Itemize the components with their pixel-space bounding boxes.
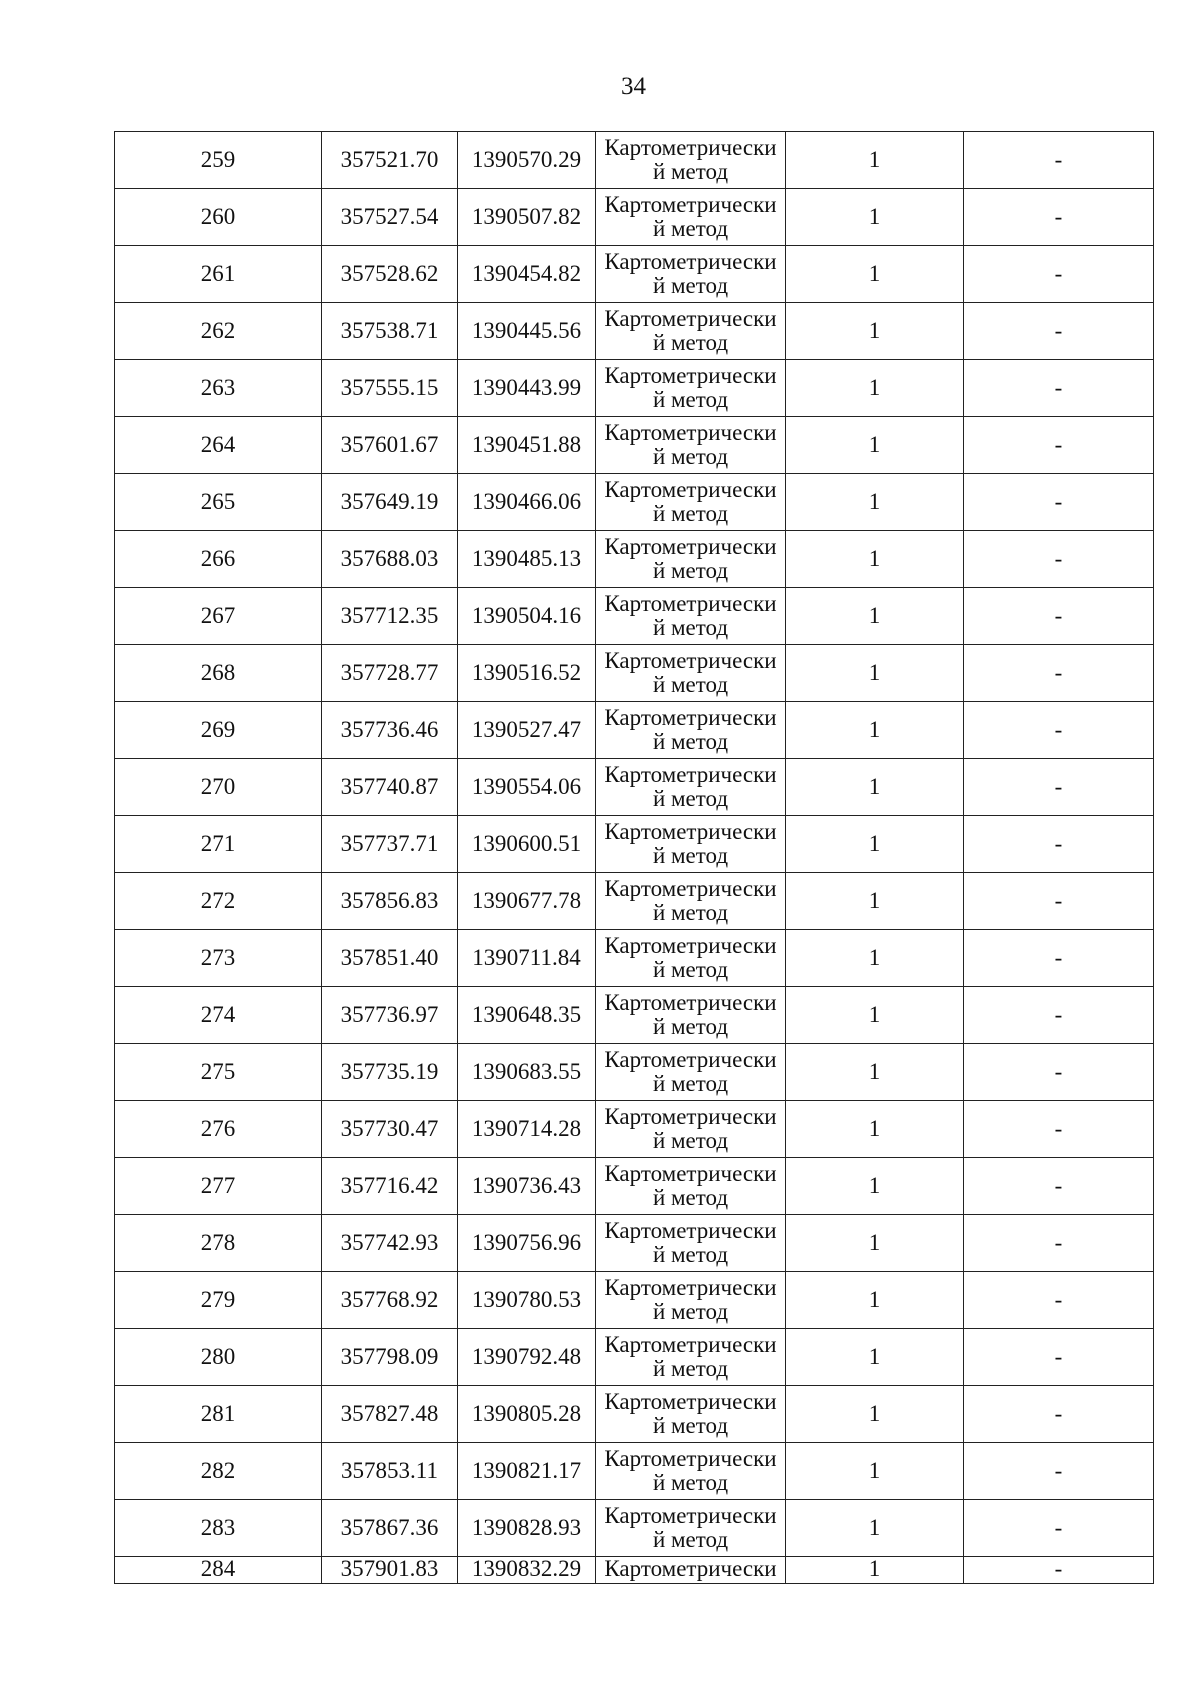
method-text-line: Картометрически bbox=[604, 591, 777, 616]
method-text-line: Картометрически bbox=[604, 1218, 777, 1243]
accuracy-cell: 1 bbox=[786, 246, 964, 303]
note-cell: - bbox=[964, 1101, 1154, 1158]
method-text-line: й метод bbox=[652, 1356, 729, 1381]
x-coordinate-cell: 357851.40 bbox=[322, 930, 458, 987]
method-text-line: Картометрически bbox=[604, 363, 777, 388]
point-number-cell: 277 bbox=[115, 1158, 322, 1215]
table-row bbox=[115, 1329, 1154, 1386]
method-cell bbox=[596, 246, 786, 303]
table-row bbox=[115, 360, 1154, 417]
method-text-line: Картометрически bbox=[604, 477, 777, 502]
x-coordinate-cell: 357768.92 bbox=[322, 1272, 458, 1329]
y-coordinate-cell: 1390454.82 bbox=[458, 246, 596, 303]
method-text-line: Картометрически bbox=[604, 192, 777, 217]
y-coordinate-cell: 1390600.51 bbox=[458, 816, 596, 873]
method-text-line: й метод bbox=[652, 1128, 729, 1153]
note-cell: - bbox=[964, 702, 1154, 759]
x-coordinate-cell: 357712.35 bbox=[322, 588, 458, 645]
y-coordinate-cell: 1390485.13 bbox=[458, 531, 596, 588]
y-coordinate-cell: 1390445.56 bbox=[458, 303, 596, 360]
y-coordinate-cell: 1390805.28 bbox=[458, 1386, 596, 1443]
accuracy-cell: 1 bbox=[786, 360, 964, 417]
table-row bbox=[115, 645, 1154, 702]
method-cell bbox=[596, 303, 786, 360]
x-coordinate-cell: 357737.71 bbox=[322, 816, 458, 873]
method-text-line: Картометрически bbox=[604, 876, 777, 901]
x-coordinate-cell: 357527.54 bbox=[322, 189, 458, 246]
accuracy-cell: 1 bbox=[786, 189, 964, 246]
note-cell: - bbox=[964, 1158, 1154, 1215]
method-text-line: Картометрически bbox=[604, 1556, 777, 1581]
note-cell: - bbox=[964, 531, 1154, 588]
point-number-cell: 273 bbox=[115, 930, 322, 987]
method-cell bbox=[596, 474, 786, 531]
note-cell: - bbox=[964, 1272, 1154, 1329]
table-row bbox=[115, 930, 1154, 987]
point-number-cell: 259 bbox=[115, 132, 322, 189]
accuracy-cell: 1 bbox=[786, 1443, 964, 1500]
method-cell bbox=[596, 132, 786, 189]
accuracy-cell: 1 bbox=[786, 1386, 964, 1443]
table-row bbox=[115, 1386, 1154, 1443]
y-coordinate-cell: 1390466.06 bbox=[458, 474, 596, 531]
method-text-line: й метод bbox=[652, 330, 729, 355]
accuracy-cell: 1 bbox=[786, 588, 964, 645]
y-coordinate-cell: 1390792.48 bbox=[458, 1329, 596, 1386]
x-coordinate-cell: 357521.70 bbox=[322, 132, 458, 189]
note-cell: - bbox=[964, 1329, 1154, 1386]
point-number-cell: 262 bbox=[115, 303, 322, 360]
x-coordinate-cell: 357528.62 bbox=[322, 246, 458, 303]
method-text-line: й метод bbox=[652, 729, 729, 754]
method-cell bbox=[596, 1557, 786, 1584]
point-number-cell: 261 bbox=[115, 246, 322, 303]
method-text-line: Картометрически bbox=[604, 1161, 777, 1186]
method-cell bbox=[596, 1101, 786, 1158]
y-coordinate-cell: 1390677.78 bbox=[458, 873, 596, 930]
method-text-line: й метод bbox=[652, 786, 729, 811]
accuracy-cell: 1 bbox=[786, 1500, 964, 1557]
x-coordinate-cell: 357798.09 bbox=[322, 1329, 458, 1386]
method-text-line: й метод bbox=[652, 159, 729, 184]
method-cell bbox=[596, 645, 786, 702]
y-coordinate-cell: 1390736.43 bbox=[458, 1158, 596, 1215]
point-number-cell: 260 bbox=[115, 189, 322, 246]
method-cell bbox=[596, 816, 786, 873]
table-row bbox=[115, 246, 1154, 303]
method-text-line: Картометрически bbox=[604, 1332, 777, 1357]
method-text-line: й метод bbox=[652, 1413, 729, 1438]
y-coordinate-cell: 1390832.29 bbox=[458, 1557, 596, 1584]
method-cell bbox=[596, 360, 786, 417]
method-cell bbox=[596, 930, 786, 987]
method-text-line: Картометрически bbox=[604, 306, 777, 331]
method-text-line: Картометрически bbox=[604, 819, 777, 844]
note-cell: - bbox=[964, 474, 1154, 531]
accuracy-cell: 1 bbox=[786, 1557, 964, 1584]
method-text-line: й метод bbox=[652, 900, 729, 925]
method-text-line: Картометрически bbox=[604, 135, 777, 160]
accuracy-cell: 1 bbox=[786, 531, 964, 588]
method-text-line: й метод bbox=[652, 615, 729, 640]
table-row bbox=[115, 1044, 1154, 1101]
accuracy-cell: 1 bbox=[786, 417, 964, 474]
table-row bbox=[115, 1272, 1154, 1329]
table-row bbox=[115, 303, 1154, 360]
x-coordinate-cell: 357867.36 bbox=[322, 1500, 458, 1557]
y-coordinate-cell: 1390570.29 bbox=[458, 132, 596, 189]
point-number-cell: 280 bbox=[115, 1329, 322, 1386]
accuracy-cell: 1 bbox=[786, 816, 964, 873]
accuracy-cell: 1 bbox=[786, 303, 964, 360]
x-coordinate-cell: 357601.67 bbox=[322, 417, 458, 474]
note-cell: - bbox=[964, 246, 1154, 303]
note-cell: - bbox=[964, 132, 1154, 189]
accuracy-cell: 1 bbox=[786, 1101, 964, 1158]
method-text-line: й метод bbox=[652, 672, 729, 697]
y-coordinate-cell: 1390711.84 bbox=[458, 930, 596, 987]
method-cell bbox=[596, 1044, 786, 1101]
y-coordinate-cell: 1390821.17 bbox=[458, 1443, 596, 1500]
table-row bbox=[115, 873, 1154, 930]
method-cell bbox=[596, 189, 786, 246]
x-coordinate-cell: 357649.19 bbox=[322, 474, 458, 531]
x-coordinate-cell: 357856.83 bbox=[322, 873, 458, 930]
x-coordinate-cell: 357740.87 bbox=[322, 759, 458, 816]
x-coordinate-cell: 357736.97 bbox=[322, 987, 458, 1044]
accuracy-cell: 1 bbox=[786, 645, 964, 702]
method-text-line: Картометрически bbox=[604, 1503, 777, 1528]
method-cell bbox=[596, 1500, 786, 1557]
x-coordinate-cell: 357735.19 bbox=[322, 1044, 458, 1101]
y-coordinate-cell: 1390451.88 bbox=[458, 417, 596, 474]
y-coordinate-cell: 1390516.52 bbox=[458, 645, 596, 702]
accuracy-cell: 1 bbox=[786, 1329, 964, 1386]
method-text-line: й метод bbox=[652, 843, 729, 868]
method-cell bbox=[596, 1386, 786, 1443]
table-row bbox=[115, 702, 1154, 759]
method-text-line: Картометрически bbox=[604, 420, 777, 445]
accuracy-cell: 1 bbox=[786, 759, 964, 816]
point-number-cell: 266 bbox=[115, 531, 322, 588]
method-cell bbox=[596, 759, 786, 816]
x-coordinate-cell: 357716.42 bbox=[322, 1158, 458, 1215]
method-text-line: Картометрически bbox=[604, 1275, 777, 1300]
page-number: 34 bbox=[621, 73, 646, 100]
table-row bbox=[115, 1500, 1154, 1557]
table-row bbox=[115, 417, 1154, 474]
x-coordinate-cell: 357688.03 bbox=[322, 531, 458, 588]
x-coordinate-cell: 357827.48 bbox=[322, 1386, 458, 1443]
point-number-cell: 281 bbox=[115, 1386, 322, 1443]
accuracy-cell: 1 bbox=[786, 873, 964, 930]
point-number-cell: 268 bbox=[115, 645, 322, 702]
accuracy-cell: 1 bbox=[786, 987, 964, 1044]
note-cell: - bbox=[964, 588, 1154, 645]
note-cell: - bbox=[964, 417, 1154, 474]
table-row bbox=[115, 474, 1154, 531]
point-number-cell: 284 bbox=[115, 1557, 322, 1584]
method-cell bbox=[596, 417, 786, 474]
note-cell: - bbox=[964, 360, 1154, 417]
method-text-line: й метод bbox=[652, 216, 729, 241]
accuracy-cell: 1 bbox=[786, 930, 964, 987]
method-text-line: Картометрически bbox=[604, 705, 777, 730]
method-text-line: Картометрически bbox=[604, 1446, 777, 1471]
accuracy-cell: 1 bbox=[786, 1272, 964, 1329]
note-cell: - bbox=[964, 1044, 1154, 1101]
y-coordinate-cell: 1390828.93 bbox=[458, 1500, 596, 1557]
x-coordinate-cell: 357730.47 bbox=[322, 1101, 458, 1158]
y-coordinate-cell: 1390756.96 bbox=[458, 1215, 596, 1272]
y-coordinate-cell: 1390507.82 bbox=[458, 189, 596, 246]
point-number-cell: 276 bbox=[115, 1101, 322, 1158]
note-cell: - bbox=[964, 873, 1154, 930]
method-text-line: Картометрически bbox=[604, 990, 777, 1015]
method-text-line: Картометрически bbox=[604, 648, 777, 673]
accuracy-cell: 1 bbox=[786, 474, 964, 531]
point-number-cell: 283 bbox=[115, 1500, 322, 1557]
method-text-line: й метод bbox=[652, 1527, 729, 1552]
table-row bbox=[115, 132, 1154, 189]
x-coordinate-cell: 357742.93 bbox=[322, 1215, 458, 1272]
note-cell: - bbox=[964, 759, 1154, 816]
table-row bbox=[115, 531, 1154, 588]
accuracy-cell: 1 bbox=[786, 132, 964, 189]
point-number-cell: 263 bbox=[115, 360, 322, 417]
table-row bbox=[115, 816, 1154, 873]
note-cell: - bbox=[964, 1500, 1154, 1557]
method-text-line: Картометрически bbox=[604, 249, 777, 274]
method-cell bbox=[596, 1443, 786, 1500]
point-number-cell: 269 bbox=[115, 702, 322, 759]
method-text-line: Картометрически bbox=[604, 762, 777, 787]
table-row bbox=[115, 1557, 1154, 1584]
note-cell: - bbox=[964, 987, 1154, 1044]
x-coordinate-cell: 357901.83 bbox=[322, 1557, 458, 1584]
method-text-line: Картометрически bbox=[604, 1104, 777, 1129]
method-text-line: й метод bbox=[652, 1242, 729, 1267]
coordinates-table bbox=[114, 131, 1154, 1584]
method-text-line: й метод bbox=[652, 1185, 729, 1210]
y-coordinate-cell: 1390443.99 bbox=[458, 360, 596, 417]
method-cell bbox=[596, 531, 786, 588]
table-row bbox=[115, 987, 1154, 1044]
method-cell bbox=[596, 987, 786, 1044]
method-cell bbox=[596, 702, 786, 759]
method-text-line: й метод bbox=[652, 444, 729, 469]
point-number-cell: 271 bbox=[115, 816, 322, 873]
x-coordinate-cell: 357853.11 bbox=[322, 1443, 458, 1500]
y-coordinate-cell: 1390504.16 bbox=[458, 588, 596, 645]
method-cell bbox=[596, 1329, 786, 1386]
method-text-line: Картометрически bbox=[604, 1389, 777, 1414]
point-number-cell: 264 bbox=[115, 417, 322, 474]
method-text-line: й метод bbox=[652, 1014, 729, 1039]
method-text-line: й метод bbox=[652, 957, 729, 982]
method-text-line: й метод bbox=[652, 273, 729, 298]
y-coordinate-cell: 1390527.47 bbox=[458, 702, 596, 759]
accuracy-cell: 1 bbox=[786, 1044, 964, 1101]
method-cell bbox=[596, 1158, 786, 1215]
method-text-line: й метод bbox=[652, 1071, 729, 1096]
y-coordinate-cell: 1390780.53 bbox=[458, 1272, 596, 1329]
table-row bbox=[115, 1101, 1154, 1158]
coordinates-table-body bbox=[115, 132, 1154, 1584]
note-cell: - bbox=[964, 1443, 1154, 1500]
accuracy-cell: 1 bbox=[786, 702, 964, 759]
note-cell: - bbox=[964, 930, 1154, 987]
note-cell: - bbox=[964, 303, 1154, 360]
method-text-line: Картометрически bbox=[604, 933, 777, 958]
x-coordinate-cell: 357728.77 bbox=[322, 645, 458, 702]
note-cell: - bbox=[964, 1386, 1154, 1443]
note-cell: - bbox=[964, 816, 1154, 873]
y-coordinate-cell: 1390714.28 bbox=[458, 1101, 596, 1158]
y-coordinate-cell: 1390683.55 bbox=[458, 1044, 596, 1101]
y-coordinate-cell: 1390648.35 bbox=[458, 987, 596, 1044]
point-number-cell: 265 bbox=[115, 474, 322, 531]
accuracy-cell: 1 bbox=[786, 1158, 964, 1215]
point-number-cell: 282 bbox=[115, 1443, 322, 1500]
method-text-line: й метод bbox=[652, 1470, 729, 1495]
x-coordinate-cell: 357736.46 bbox=[322, 702, 458, 759]
method-text-line: Картометрически bbox=[604, 1047, 777, 1072]
method-text-line: й метод bbox=[652, 1299, 729, 1324]
point-number-cell: 267 bbox=[115, 588, 322, 645]
method-text-line: й метод bbox=[652, 501, 729, 526]
point-number-cell: 274 bbox=[115, 987, 322, 1044]
x-coordinate-cell: 357538.71 bbox=[322, 303, 458, 360]
table-row bbox=[115, 189, 1154, 246]
table-row bbox=[115, 1158, 1154, 1215]
x-coordinate-cell: 357555.15 bbox=[322, 360, 458, 417]
note-cell: - bbox=[964, 1215, 1154, 1272]
point-number-cell: 272 bbox=[115, 873, 322, 930]
note-cell: - bbox=[964, 1557, 1154, 1584]
accuracy-cell: 1 bbox=[786, 1215, 964, 1272]
table-row bbox=[115, 1443, 1154, 1500]
table-row bbox=[115, 759, 1154, 816]
table-row bbox=[115, 588, 1154, 645]
method-cell bbox=[596, 1215, 786, 1272]
point-number-cell: 278 bbox=[115, 1215, 322, 1272]
point-number-cell: 270 bbox=[115, 759, 322, 816]
point-number-cell: 275 bbox=[115, 1044, 322, 1101]
note-cell: - bbox=[964, 189, 1154, 246]
method-text-line: й метод bbox=[652, 387, 729, 412]
point-number-cell: 279 bbox=[115, 1272, 322, 1329]
y-coordinate-cell: 1390554.06 bbox=[458, 759, 596, 816]
method-text-line: Картометрически bbox=[604, 534, 777, 559]
table-row bbox=[115, 1215, 1154, 1272]
method-cell bbox=[596, 588, 786, 645]
method-text-line: й метод bbox=[652, 558, 729, 583]
method-cell bbox=[596, 1272, 786, 1329]
method-cell bbox=[596, 873, 786, 930]
note-cell: - bbox=[964, 645, 1154, 702]
